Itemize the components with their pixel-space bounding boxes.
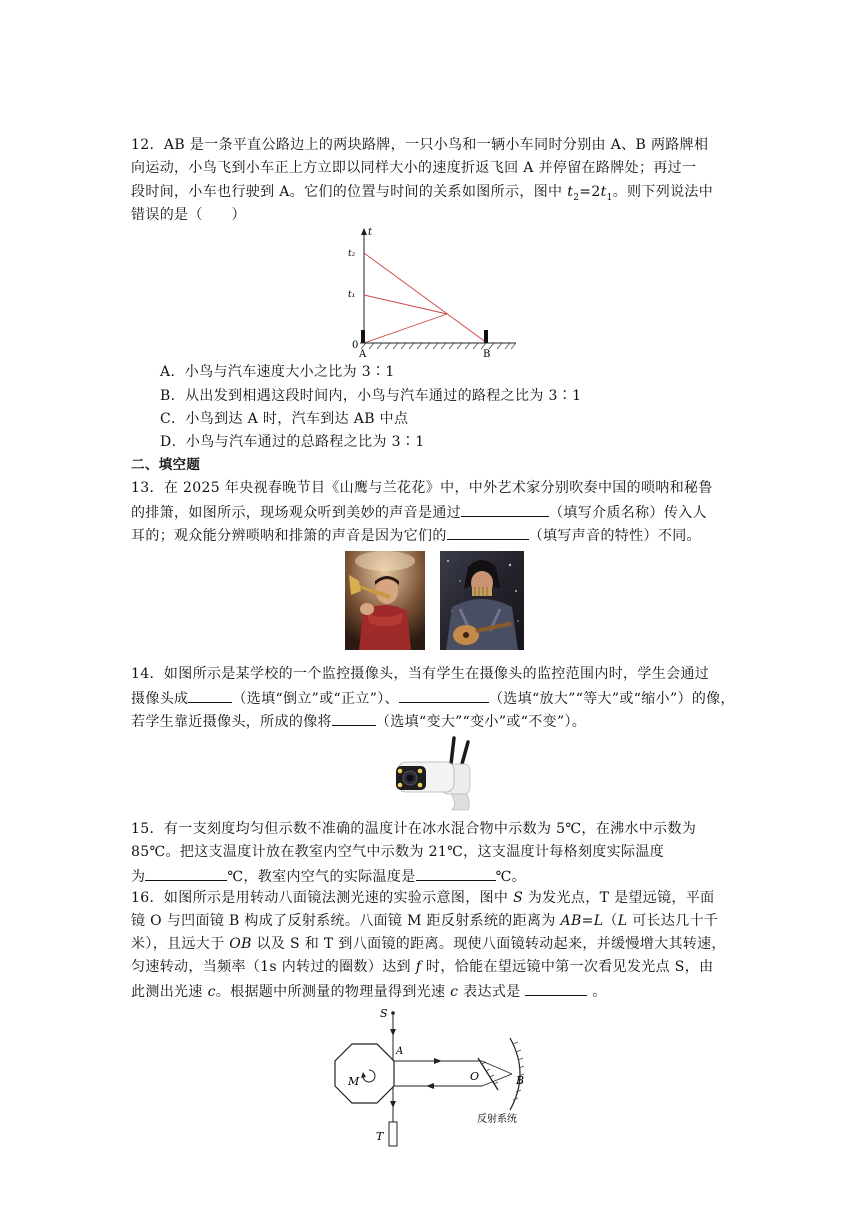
label-m: M: [348, 1075, 360, 1088]
label-b: B: [483, 349, 491, 360]
q12-line-4: 错误的是（ ）: [131, 207, 246, 223]
var-ab: AB: [560, 913, 582, 929]
q16-line-2: [131, 910, 718, 933]
q16-line-1-end: 为发光点，T 是望远镜，平面: [523, 890, 715, 906]
var-t1: t: [600, 184, 607, 200]
var-s: S: [513, 890, 524, 906]
q13-line-2-end: （填写介质名称）传入人: [549, 505, 707, 521]
q16-line-1-text: 16．如图所示是用转动八面镜法测光速的实验示意图，图中: [131, 890, 514, 906]
telescope-ray-arrow: [390, 1101, 396, 1108]
q13-line-2-text: 的排箫，如图所示，现场观众听到美妙的声音是通过: [131, 505, 462, 521]
label-a: A: [359, 349, 367, 360]
q13-blank-1[interactable]: [461, 500, 549, 517]
reflection-system-label: 反射系统: [477, 1114, 517, 1125]
bird-out-line: [364, 314, 447, 343]
q14-line-3-text: 若学生靠近摄像头，所成的像将: [131, 714, 332, 730]
t1-tick-label: t₁: [348, 290, 356, 300]
q14-blank-1[interactable]: [188, 686, 232, 703]
q14-line-3-end: （选填“变大”“变小”或“不变”）。: [375, 714, 587, 730]
return-ray-arrow: [426, 1083, 434, 1089]
label-a: A: [396, 1046, 404, 1057]
var-c: c: [207, 984, 216, 1000]
var-f: f: [415, 959, 422, 975]
label-o: O: [470, 1070, 480, 1083]
source-ray-arrow: [390, 1029, 396, 1036]
telescope: [389, 1122, 397, 1146]
q15-line-2: 85℃。把这支温度计放在教室内空气中示数为 21℃，这支温度计每格刻度实际温度: [131, 844, 665, 860]
t-axis-arrow: [361, 228, 367, 235]
q14-line-2: [131, 686, 735, 711]
q13-blank-2[interactable]: [447, 523, 529, 540]
q16-line-3-end: 以及 S 和 T 到八面镜的距离。现使八面镜转动起来，并缓慢增大其转速，: [251, 936, 726, 952]
q15-line-3-end: ℃。: [495, 869, 526, 885]
q16-line-5-text: 此测出光速: [131, 984, 208, 1000]
var-l: L: [593, 913, 604, 929]
q13-line-2: [131, 500, 707, 525]
q14-line-2-end: （选填“放大”“等大”或“缩小”）的像，: [488, 691, 735, 707]
rotation-arrowhead: [361, 1072, 366, 1078]
q12-line-2: 向运动，小鸟飞到小车正上方立即以同样大小的速度折返飞回 A 并停留在路牌处；再过一: [131, 160, 697, 176]
origin-label: 0: [352, 340, 359, 351]
q16-line-5-mid-2: 表达式是: [458, 984, 526, 1000]
q16-line-3: [131, 933, 726, 956]
label-t: T: [376, 1130, 384, 1143]
q16-line-2-text: 镜 O 与凹面镜 B 构成了反射系统。八面镜 M 距反射系统的距离为: [131, 913, 561, 929]
octagonal-mirror-diagram: [330, 1004, 540, 1150]
var-l-2: L: [617, 913, 628, 929]
var-t2-sub: 2: [573, 192, 580, 203]
sign-a: [361, 330, 365, 343]
q14-line-2-mid: （选填“倒立”或“正立”）、: [232, 691, 399, 707]
q14-blank-2[interactable]: [399, 686, 489, 703]
var-t1-sub: 1: [606, 192, 613, 203]
suona-performer-photo: [345, 551, 425, 650]
q13-line-1: 13．在 2025 年央视春晚节目《山鹰与兰花花》中，中外艺术家分别吹奏中国的唢呐和秘鲁: [131, 480, 713, 496]
q14-line-3: [131, 709, 586, 734]
concave-mirror-hatching: [513, 1042, 524, 1100]
q16-line-5: [131, 979, 607, 1004]
position-time-graph: [340, 225, 525, 361]
octagonal-mirror: [335, 1044, 394, 1103]
q16-line-5-mid: 。根据题中所测量的物理量得到光速: [215, 984, 451, 1000]
q16-line-4-text: 匀速转动，当频率（1s 内转过的圈数）达到: [131, 959, 416, 975]
q16-line-4: [131, 956, 713, 979]
q16-line-4-end: 时，恰能在望远镜中第一次看见发光点 S，由: [421, 959, 714, 975]
q14-line-1: 14．如图所示是某学校的一个监控摄像头，当有学生在摄像头的监控范围内时，学生会通过: [131, 666, 710, 682]
q13-line-3-text: 耳的；观众能分辨唢呐和排箫的声音是因为它们的: [131, 528, 447, 544]
q16-line-2-eq: =: [581, 913, 594, 929]
q12-option-d: D．小鸟与汽车通过的总路程之比为 3∶1: [160, 434, 425, 450]
q16-line-2-paren: （: [603, 913, 618, 929]
t2-tick-label: t₂: [348, 249, 356, 259]
q15-line-1: 15．有一支刻度均匀但示数不准确的温度计在冰水混合物中示数为 5℃，在沸水中示数为: [131, 821, 697, 837]
outgoing-ray-arrow: [434, 1058, 442, 1064]
q15-line-3: [131, 864, 526, 889]
q15-blank-2[interactable]: [416, 864, 496, 881]
q13-line-3-end: （填写声音的特性）不同。: [528, 528, 701, 544]
q16-line-5-end: 。: [587, 984, 607, 1000]
q13-line-3: [131, 523, 701, 548]
label-b: B: [516, 1074, 525, 1087]
q14-line-2-text: 摄像头成: [131, 691, 189, 707]
q15-blank-1[interactable]: [145, 864, 227, 881]
q14-blank-3[interactable]: [332, 709, 376, 726]
car-line: [364, 253, 487, 343]
var-c-2: c: [450, 984, 459, 1000]
label-s: S: [380, 1007, 388, 1020]
q16-line-1: [131, 887, 715, 910]
q12-line-3-end: 。则下列说法中: [612, 184, 714, 200]
panpipe-performer-photo: [440, 551, 524, 650]
t-axis-label: t: [368, 227, 373, 238]
q12-option-c: C．小鸟到达 A 时，汽车到达 AB 中点: [160, 411, 409, 427]
q12-line-3-text: 段时间，小车也行驶到 A。它们的位置与时间的关系如图所示，图中: [131, 184, 568, 200]
var-ob: OB: [229, 936, 252, 952]
q16-line-2-end: 可长达几十千: [627, 913, 719, 929]
q12-option-a: A．小鸟与汽车速度大小之比为 3∶1: [160, 364, 395, 380]
reflect-ray-2: [482, 1074, 512, 1086]
q12-line-1: 12．AB 是一条平直公路边上的两块路牌，一只小鸟和一辆小车同时分别由 A、B 两路牌相: [131, 137, 709, 153]
q12-eq: =2: [579, 184, 601, 200]
section-heading: 二、填空题: [131, 457, 201, 473]
var-t2: t: [567, 184, 574, 200]
q16-line-3-text: 米），且远大于: [131, 936, 230, 952]
road-hatching: [361, 343, 516, 349]
q15-line-3-text: 为: [131, 869, 146, 885]
q12-option-b: B．从出发到相遇这段时间内，小鸟与汽车通过的路程之比为 3∶1: [160, 388, 582, 404]
q16-blank-1[interactable]: [525, 979, 587, 996]
sign-b: [484, 330, 488, 343]
plane-mirror-o: [478, 1058, 498, 1090]
q15-line-3-mid: ℃，教室内空气的实际温度是: [227, 869, 416, 885]
surveillance-camera-image: [388, 734, 478, 812]
